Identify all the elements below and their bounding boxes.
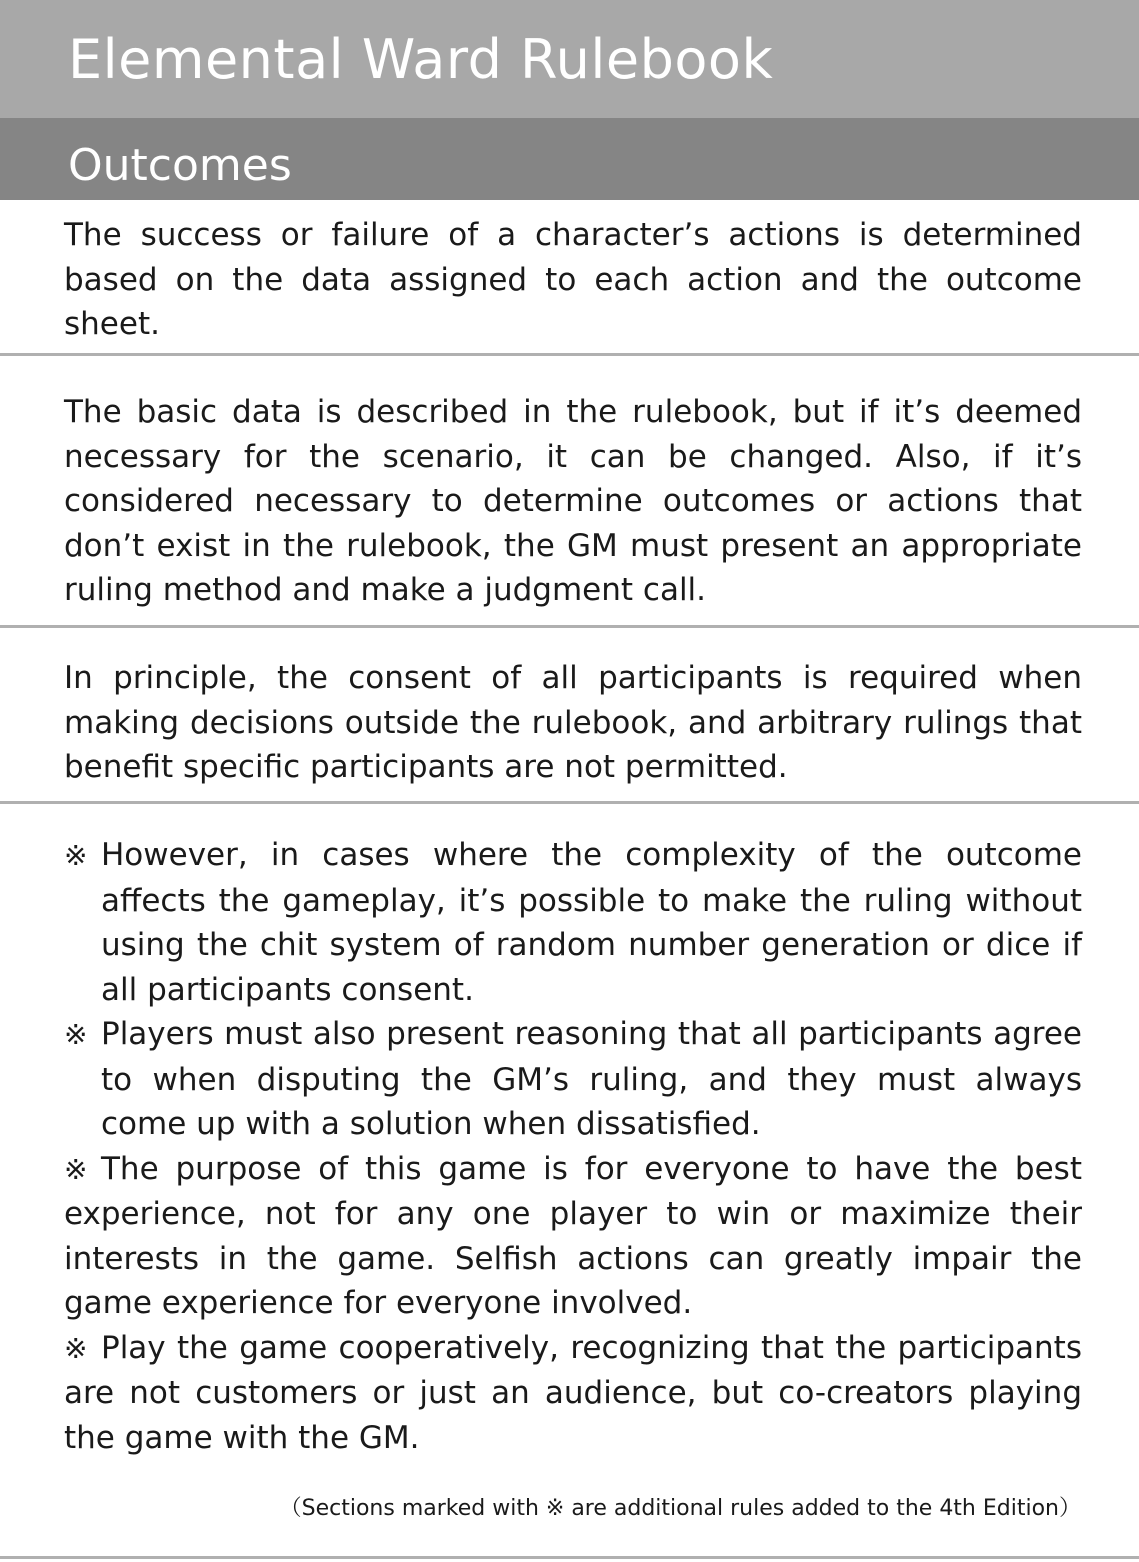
note-item: [64, 1326, 1082, 1461]
rulebook-title: Elemental Ward Rulebook: [68, 28, 774, 91]
note-text: Players must also present reasoning that all participants agree to when disputing the GM’s ruling, and they must always come up with a solution when dissatisfied.: [101, 1016, 1082, 1142]
note-text: Play the game cooperatively, recognizing that the participants are not customers or just an audience, but co-creators playing the game with the GM.: [64, 1329, 1082, 1456]
reference-mark-icon: ※: [64, 839, 88, 872]
note-text: However, in cases where the complexity of the outcome affects the gameplay, it’s possible to make the ruling without using the chit system of random number generation or dice if all participants consent.: [101, 837, 1082, 1008]
reference-mark-icon: ※: [64, 1331, 88, 1365]
additional-rules-list: [64, 833, 1082, 1460]
paragraph-data-changes: The basic data is described in the rulebook, but if it’s deemed necessary for the scenario, it can be changed. Also, if it’s considered necessary to determine outcomes or actions that don’t exist in the rulebook, the GM must present an appropriate ruling method and make a judgment call.: [64, 394, 1082, 608]
note-item: [64, 833, 1082, 1012]
divider: [0, 1556, 1139, 1559]
note-item: [64, 1147, 1082, 1326]
reference-mark-icon: ※: [64, 1152, 88, 1186]
title-bar: [0, 0, 1139, 118]
note-item: [64, 1012, 1082, 1147]
edition-footnote: （Sections marked with ※ are additional rules added to the 4th Edition）: [279, 1496, 1081, 1521]
note-text: The purpose of this game is for everyone to have the best experience, not for any one player to win or maximize their interests in the game. Selfish actions can greatly impair the game experience for everyone involved.: [64, 1150, 1082, 1321]
paragraph-outcome-determination: The success or failure of a character’s actions is determined based on the data assigned to each action and the outcome sheet.: [64, 217, 1082, 342]
section-title: Outcomes: [68, 140, 292, 191]
divider: [0, 625, 1139, 628]
reference-mark-icon: ※: [64, 1018, 88, 1051]
divider: [0, 801, 1139, 804]
paragraph-consent: In principle, the consent of all participants is required when making decisions outside the rulebook, and arbitrary rulings that benefit specific participants are not permitted.: [64, 660, 1082, 785]
divider: [0, 353, 1139, 356]
